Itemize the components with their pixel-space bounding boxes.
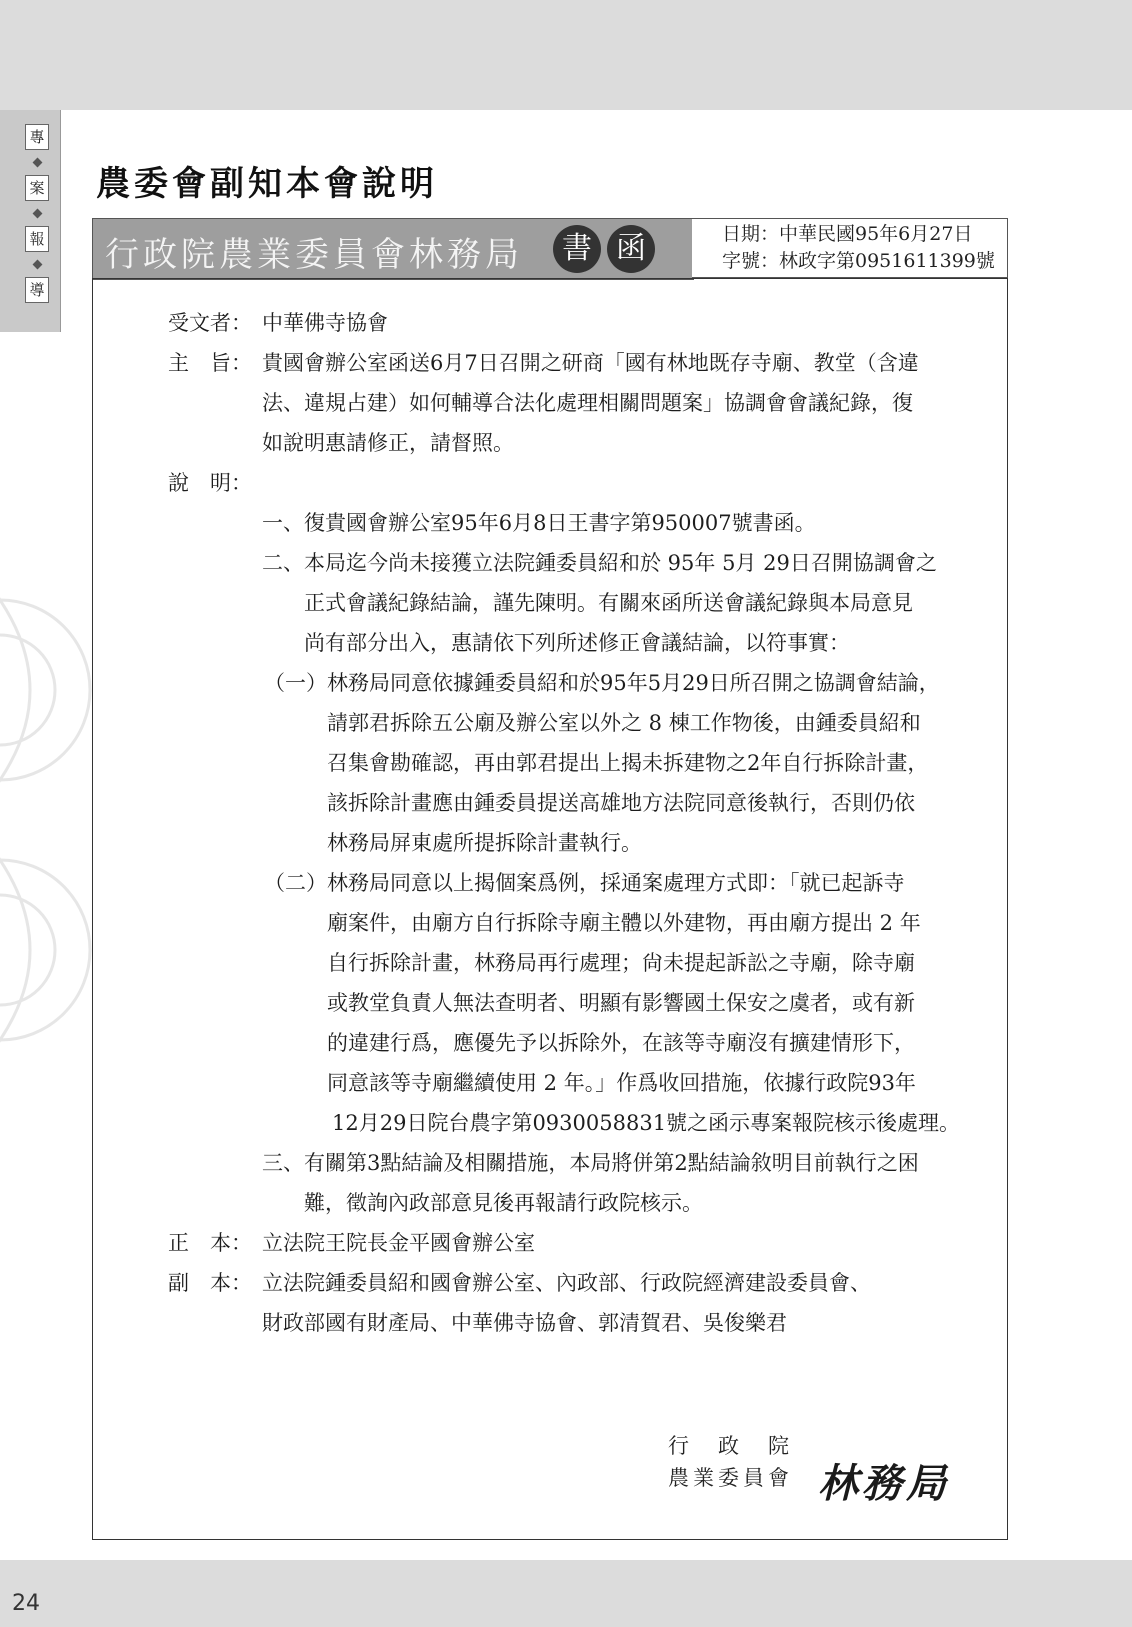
bottom-band bbox=[0, 1560, 1132, 1627]
diamond-bullet-icon bbox=[32, 209, 42, 219]
explanation-line: 或教堂負責人無法查明者、明顯有影響國土保安之虞者，或有新 bbox=[327, 991, 915, 1015]
letterhead-bar bbox=[92, 218, 694, 280]
subject-line: 如說明惠請修正，請督照。 bbox=[262, 431, 514, 455]
explanation-line: 尚有部分出入，惠請依下列所述修正會議結論，以符事實： bbox=[304, 631, 850, 655]
explanation-line: 自行拆除計畫，林務局再行處理；尙未提起訴訟之寺廟，除寺廟 bbox=[327, 951, 915, 975]
section-tab-char: 案 bbox=[25, 175, 49, 201]
section-tab-char: 報 bbox=[25, 226, 49, 252]
page-number: 24 bbox=[12, 1591, 40, 1616]
diamond-bullet-icon bbox=[32, 158, 42, 168]
explanation-line: 12月29日院台農字第0930058831號之函示專案報院核示後處理。 bbox=[332, 1111, 961, 1135]
letter-reference: 字號：林政字第0951611399號 bbox=[722, 250, 995, 272]
explanation-line: 召集會勘確認，再由郭君提出上揭未拆建物之2年自行拆除計畫， bbox=[327, 751, 929, 775]
original-copy-label: 正 本： bbox=[168, 1231, 252, 1255]
official-seal: 林務局 bbox=[818, 1460, 950, 1507]
explanation-line: 難，徵詢內政部意見後再報請行政院核示。 bbox=[304, 1191, 703, 1215]
page-title: 農委會副知本會說明 bbox=[96, 164, 438, 204]
explanation-line: 該拆除計畫應由鍾委員提送高雄地方法院同意後執行，否則仍依 bbox=[327, 791, 915, 815]
diamond-bullet-icon bbox=[32, 260, 42, 270]
signature-line: 農業委員會 bbox=[668, 1466, 793, 1490]
section-tab-char: 專 bbox=[25, 124, 49, 150]
letter-type-char: 函 bbox=[607, 225, 655, 273]
copies-line: 立法院鍾委員紹和國會辦公室、內政部、行政院經濟建設委員會、 bbox=[262, 1271, 871, 1295]
letter-meta bbox=[692, 218, 1008, 278]
section-tab bbox=[0, 110, 61, 332]
explanation-line: 的違建行爲，應優先予以拆除外，在該等寺廟沒有擴建情形下， bbox=[327, 1031, 915, 1055]
explanation-line: 請郭君拆除五公廟及辦公室以外之 8 棟工作物後，由鍾委員紹和 bbox=[327, 711, 921, 735]
signature-line: 行 政 院 bbox=[668, 1434, 793, 1458]
explanation-line: 廟案件，由廟方自行拆除寺廟主體以外建物，再由廟方提出 2 年 bbox=[327, 911, 921, 935]
letter-type-char: 書 bbox=[553, 225, 601, 273]
explanation-line: 三、有關第3點結論及相關措施，本局將併第2點結論敘明目前執行之困 bbox=[262, 1151, 919, 1175]
letter-type-badge bbox=[553, 225, 681, 273]
subject-line: 貴國會辦公室函送6月7日召開之研商「國有林地既存寺廟、教堂（含違 bbox=[262, 351, 919, 375]
copies-label: 副 本： bbox=[168, 1271, 252, 1295]
explanation-line: （二）林務局同意以上揭個案爲例，採通案處理方式即：「就已起訴寺 bbox=[264, 871, 905, 895]
explanation-line: 林務局屏東處所提拆除計畫執行。 bbox=[327, 831, 642, 855]
letter-date: 日期：中華民國95年6月27日 bbox=[722, 223, 973, 245]
explanation-line: 正式會議紀錄結論，謹先陳明。有關來函所送會議紀錄與本局意見 bbox=[304, 591, 913, 615]
explanation-line: 同意該等寺廟繼續使用 2 年。」作爲收回措施，依據行政院93年 bbox=[327, 1071, 916, 1095]
original-copy-value: 立法院王院長金平國會辦公室 bbox=[262, 1231, 535, 1255]
copies-line: 財政部國有財產局、中華佛寺協會、郭清賀君、吳俊樂君 bbox=[262, 1311, 787, 1335]
agency-name: 行政院農業委員會林務局 bbox=[105, 235, 523, 275]
section-tab-char: 導 bbox=[25, 277, 49, 303]
subject-line: 法、違規占建）如何輔導合法化處理相關問題案」協調會會議紀錄，復 bbox=[262, 391, 913, 415]
explanation-line: 二、本局迄今尚未接獲立法院鍾委員紹和於 95年 5月 29日召開協調會之 bbox=[262, 551, 937, 575]
recipient-label: 受文者： bbox=[168, 311, 252, 335]
subject-label: 主 旨： bbox=[168, 351, 252, 375]
top-band bbox=[0, 0, 1132, 110]
recipient-value: 中華佛寺協會 bbox=[262, 311, 388, 335]
explanation-label: 說 明： bbox=[168, 471, 252, 495]
explanation-line: 一、復貴國會辦公室95年6月8日王書字第950007號書函。 bbox=[262, 511, 816, 535]
explanation-line: （一）林務局同意依據鍾委員紹和於95年5月29日所召開之協調會結論， bbox=[264, 671, 940, 695]
